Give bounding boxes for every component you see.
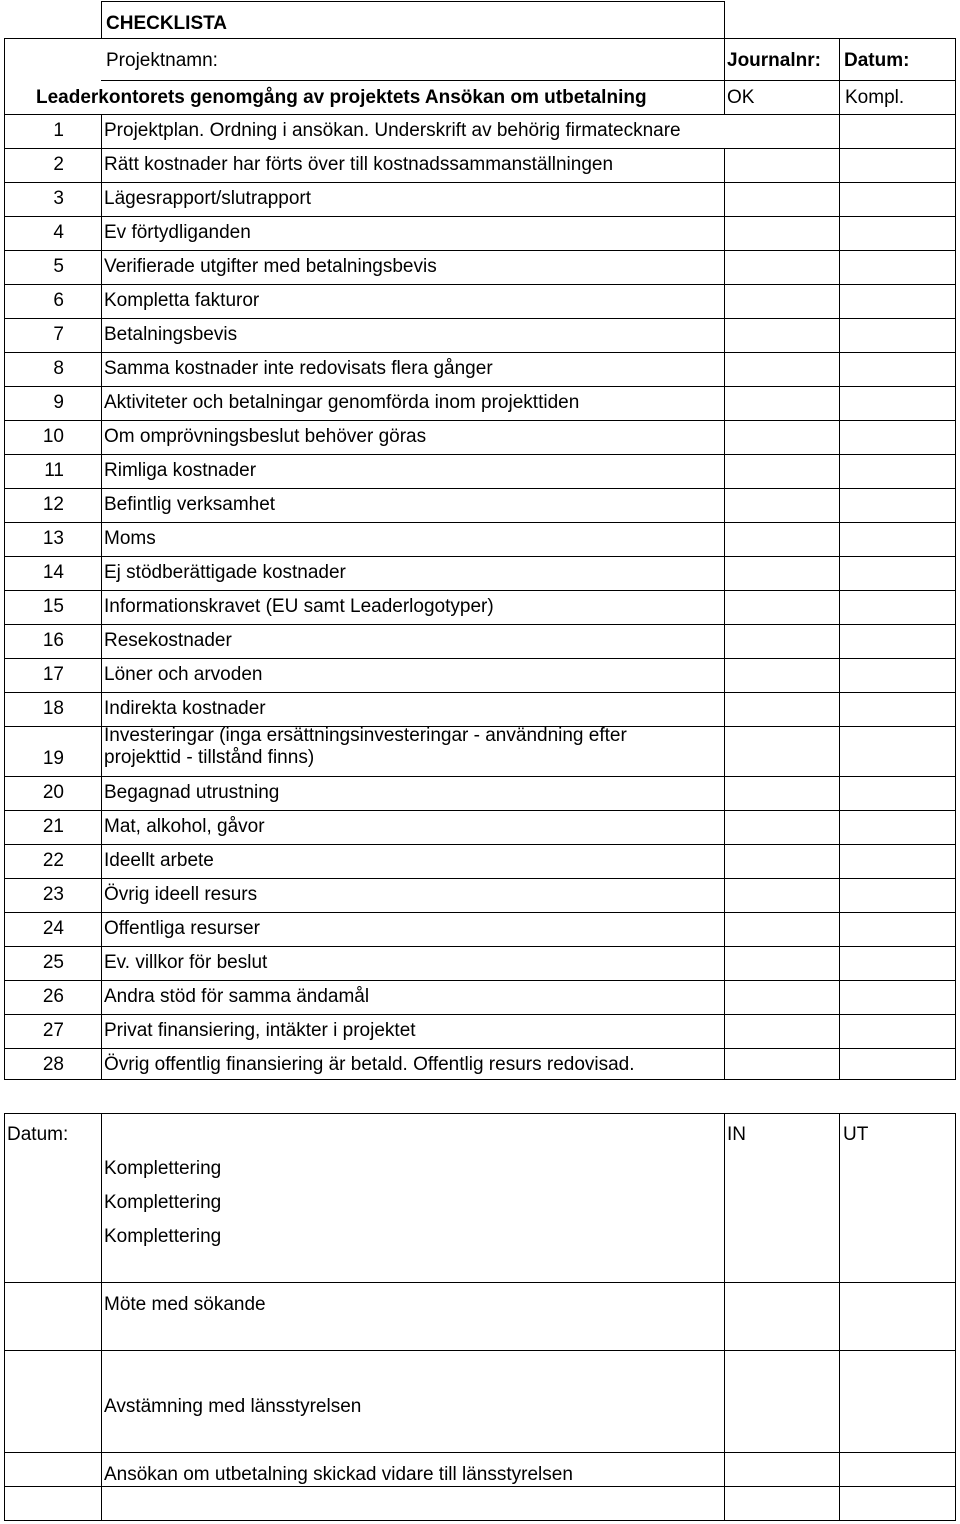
lower-date-label: Datum: xyxy=(7,1124,69,1145)
lower-row-divider-4 xyxy=(4,1486,956,1487)
item-label-26: Andra stöd för samma ändamål xyxy=(104,986,370,1007)
item-number-16: 16 xyxy=(42,630,64,651)
upper-table-bottom-border xyxy=(4,1079,956,1080)
row-divider-2 xyxy=(4,182,956,183)
item-number-25: 25 xyxy=(42,952,64,973)
lower-table-right-border xyxy=(955,1113,956,1521)
item-number-4: 4 xyxy=(53,222,64,243)
row-divider-8 xyxy=(4,386,956,387)
lower-table-bottom-border xyxy=(4,1520,956,1521)
item-label-11: Rimliga kostnader xyxy=(104,460,257,481)
item-number-1: 1 xyxy=(53,120,64,141)
page-title: CHECKLISTA xyxy=(106,13,228,34)
upper-table-right-border xyxy=(955,38,956,1080)
title-right-border xyxy=(724,1,725,38)
row-divider-1 xyxy=(4,148,956,149)
row-divider-15 xyxy=(4,624,956,625)
row-divider-21 xyxy=(4,844,956,845)
item-label-14: Ej stödberättigade kostnader xyxy=(104,562,346,583)
upper-table-left-border xyxy=(4,38,5,1080)
item-number-12: 12 xyxy=(42,494,64,515)
ok-column-right-border xyxy=(839,38,840,1080)
row-divider-22 xyxy=(4,878,956,879)
item-label-2: Rätt kostnader har förts över till kostnadssammanställningen xyxy=(104,154,614,175)
item-label-18: Indirekta kostnader xyxy=(104,698,266,719)
row-divider-25 xyxy=(4,980,956,981)
item-label-7: Betalningsbevis xyxy=(104,324,238,345)
complete-column-header: Kompl. xyxy=(845,87,905,108)
row-divider-20 xyxy=(4,810,956,811)
lower-out-column-divider xyxy=(839,1113,840,1521)
row-header-divider xyxy=(101,80,956,81)
item-number-26: 26 xyxy=(42,986,64,1007)
journal-number-label: Journalnr: xyxy=(727,50,821,71)
header-bottom-divider xyxy=(4,114,956,115)
item-label-19: Investeringar (inga ersättningsinvesteringar - användning efter projekttid - tillstånd finns) xyxy=(104,725,627,768)
item-label-13: Moms xyxy=(104,528,156,549)
item-number-5: 5 xyxy=(53,256,64,277)
row-divider-23 xyxy=(4,912,956,913)
item-number-20: 20 xyxy=(42,782,64,803)
upper-table-top-border xyxy=(4,38,956,39)
lower-row-divider-2 xyxy=(4,1350,956,1351)
lower-row-label-3: Komplettering xyxy=(104,1226,222,1247)
item-number-23: 23 xyxy=(42,884,64,905)
lower-table-left-border xyxy=(4,1113,5,1521)
item-label-9: Aktiviteter och betalningar genomförda inom projekttiden xyxy=(104,392,580,413)
out-column-header: UT xyxy=(843,1124,869,1145)
item-label-27: Privat finansiering, intäkter i projektet xyxy=(104,1020,416,1041)
item-number-10: 10 xyxy=(42,426,64,447)
item-number-6: 6 xyxy=(53,290,64,311)
number-column-divider xyxy=(101,114,102,1080)
item-number-13: 13 xyxy=(42,528,64,549)
row-divider-27 xyxy=(4,1048,956,1049)
item-number-18: 18 xyxy=(42,698,64,719)
top-title-border xyxy=(101,1,725,2)
row-divider-26 xyxy=(4,1014,956,1015)
row-divider-19 xyxy=(4,776,956,777)
item-label-5: Verifierade utgifter med betalningsbevis xyxy=(104,256,437,277)
item-label-4: Ev förtydliganden xyxy=(104,222,251,243)
row-divider-11 xyxy=(4,488,956,489)
row-divider-13 xyxy=(4,556,956,557)
lower-row-divider-1 xyxy=(4,1282,956,1283)
row-divider-24 xyxy=(4,946,956,947)
item-label-22: Ideellt arbete xyxy=(104,850,214,871)
lower-row-label-1: Komplettering xyxy=(104,1158,222,1179)
row-divider-14 xyxy=(4,590,956,591)
row-divider-17 xyxy=(4,692,956,693)
date-label: Datum: xyxy=(844,50,910,71)
item-label-23: Övrig ideell resurs xyxy=(104,884,258,905)
item-number-27: 27 xyxy=(42,1020,64,1041)
row-divider-4 xyxy=(4,250,956,251)
item-label-8: Samma kostnader inte redovisats flera gånger xyxy=(104,358,493,379)
ok-column-header: OK xyxy=(727,87,755,108)
item-number-19: 19 xyxy=(42,748,64,769)
lower-row-label-9: Ansökan om utbetalning skickad vidare till länsstyrelsen xyxy=(104,1464,573,1485)
item-label-25: Ev. villkor för beslut xyxy=(104,952,268,973)
item-number-17: 17 xyxy=(42,664,64,685)
row-divider-7 xyxy=(4,352,956,353)
lower-table-top-border xyxy=(4,1113,956,1114)
item-label-3: Lägesrapport/slutrapport xyxy=(104,188,312,209)
item-number-9: 9 xyxy=(53,392,64,413)
item-number-22: 22 xyxy=(42,850,64,871)
item-number-11: 11 xyxy=(44,460,64,481)
row-divider-16 xyxy=(4,658,956,659)
row-divider-6 xyxy=(4,318,956,319)
journal-column-left-border xyxy=(724,38,725,114)
item-number-3: 3 xyxy=(53,188,64,209)
item-number-2: 2 xyxy=(53,154,64,175)
row-divider-5 xyxy=(4,284,956,285)
item-number-24: 24 xyxy=(42,918,64,939)
item-number-7: 7 xyxy=(53,324,64,345)
item-label-10: Om omprövningsbeslut behöver göras xyxy=(104,426,427,447)
row-divider-10 xyxy=(4,454,956,455)
item-label-15: Informationskravet (EU samt Leaderlogotyper) xyxy=(104,596,494,617)
row-divider-12 xyxy=(4,522,956,523)
row-divider-3 xyxy=(4,216,956,217)
item-number-15: 15 xyxy=(42,596,64,617)
item-number-21: 21 xyxy=(42,816,64,837)
lower-row-label-5: Möte med sökande xyxy=(104,1294,266,1315)
title-left-border xyxy=(101,1,102,38)
item-label-6: Kompletta fakturor xyxy=(104,290,260,311)
item-label-20: Begagnad utrustning xyxy=(104,782,280,803)
item-number-14: 14 xyxy=(42,562,64,583)
item-label-21: Mat, alkohol, gåvor xyxy=(104,816,265,837)
ok-column-left-border xyxy=(724,148,725,1080)
item-label-17: Löner och arvoden xyxy=(104,664,263,685)
lower-label-column-divider xyxy=(101,1113,102,1521)
review-subtitle: Leaderkontorets genomgång av projektets Ansökan om utbetalning xyxy=(36,87,647,108)
lower-row-label-7: Avstämning med länsstyrelsen xyxy=(104,1396,362,1417)
lower-row-divider-3 xyxy=(4,1452,956,1453)
row-divider-9 xyxy=(4,420,956,421)
lower-row-label-2: Komplettering xyxy=(104,1192,222,1213)
item-label-24: Offentliga resurser xyxy=(104,918,260,939)
item-label-1: Projektplan. Ordning i ansökan. Underskrift av behörig firmatecknare xyxy=(104,120,681,141)
item-number-8: 8 xyxy=(53,358,64,379)
item-number-28: 28 xyxy=(42,1054,64,1075)
item-label-28: Övrig offentlig finansiering är betald. Offentlig resurs redovisad. xyxy=(104,1054,635,1075)
lower-in-column-divider xyxy=(724,1113,725,1521)
in-column-header: IN xyxy=(727,1124,746,1145)
item-label-16: Resekostnader xyxy=(104,630,232,651)
item-label-12: Befintlig verksamhet xyxy=(104,494,276,515)
project-name-label: Projektnamn: xyxy=(106,50,218,71)
